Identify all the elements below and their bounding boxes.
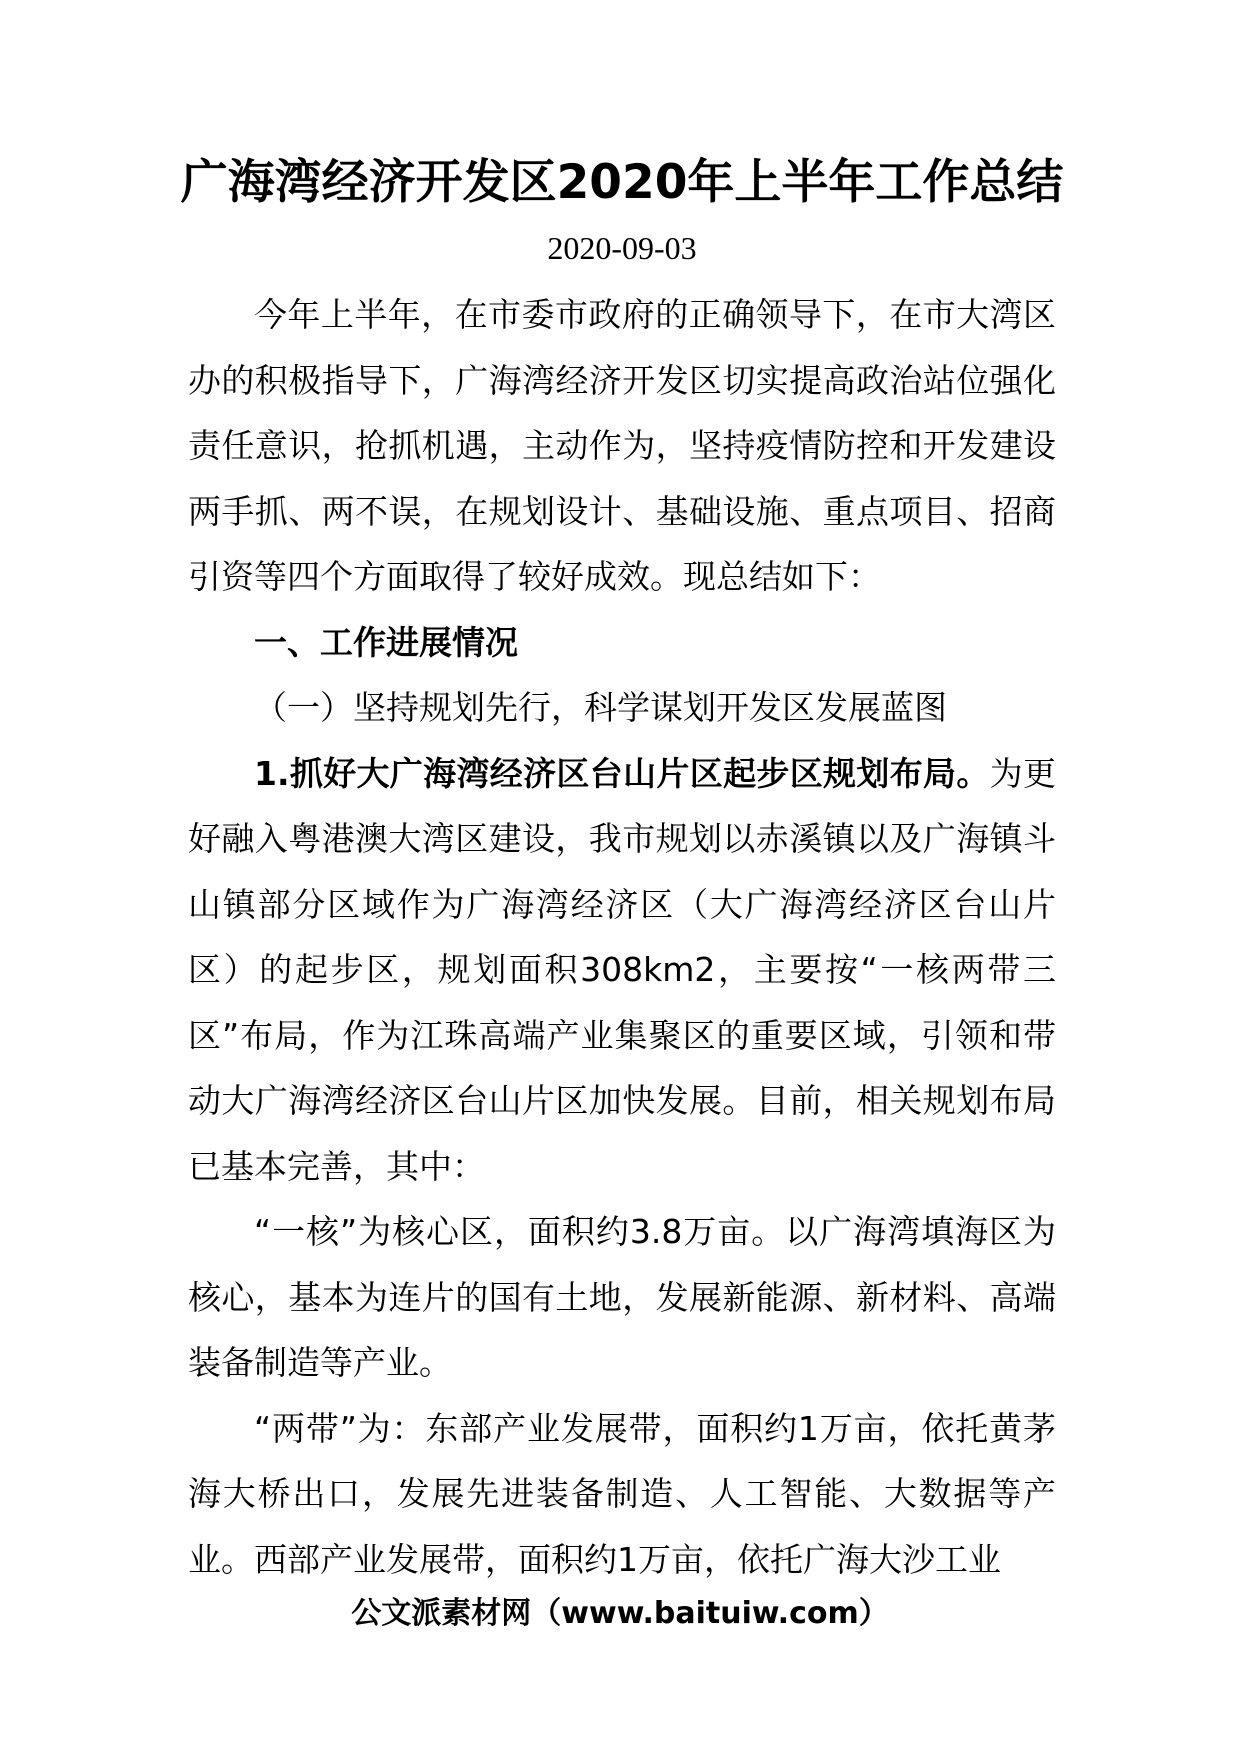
intro-paragraph: 今年上半年，在市委市政府的正确领导下，在市大湾区办的积极指导下，广海湾经济开发区切实提高政治站位强化责任意识，抢抓机遇，主动作为，坚持疫情防控和开发建设两手抓、两不误，在规划设计、基础设施、重点项目、招商引资等四个方面取得了较好成效。现总结如下： xyxy=(188,295,1056,596)
item-paragraph xyxy=(188,741,1056,1200)
core-paragraph: “一核”为核心区，面积约3.8万亩。以广海湾填海区为核心，基本为连片的国有土地，发展新能源、新材料、高端装备制造等产业。 xyxy=(188,1212,1056,1382)
item-body: 为更好融入粤港澳大湾区建设，我市规划以赤溪镇以及广海镇斗山镇部分区域作为广海湾经济区（大广海湾经济区台山片区）的起步区，规划面积308km2，主要按“一核两带三区”布局，作为江珠高端产业集聚区的重要区域，引领和带动大广海湾经济区台山片区加快发展。目前，相关规划布局已基本完善，其中： xyxy=(188,753,1056,1186)
footer-watermark: 公文派素材网（www.baituiw.com） xyxy=(351,1596,889,1631)
belts-paragraph: “两带”为：东部产业发展带，面积约1万亩，依托黄茅海大桥出口，发展先进装备制造、人工智能、大数据等产业。西部产业发展带，面积约1万亩，依托广海大沙工业 xyxy=(188,1408,1056,1579)
section-heading: 一、工作进展情况 xyxy=(254,622,518,662)
document-date: 2020-09-03 xyxy=(547,230,697,266)
document-page xyxy=(180,150,1064,1592)
document-title: 广海湾经济开发区2020年上半年工作总结 xyxy=(180,155,1064,210)
subsection-heading: （一）坚持规划先行，科学谋划开发区发展蓝图 xyxy=(254,688,947,727)
item-lead: 1.抓好大广海湾经济区台山片区起步区规划布局。 xyxy=(254,753,990,793)
